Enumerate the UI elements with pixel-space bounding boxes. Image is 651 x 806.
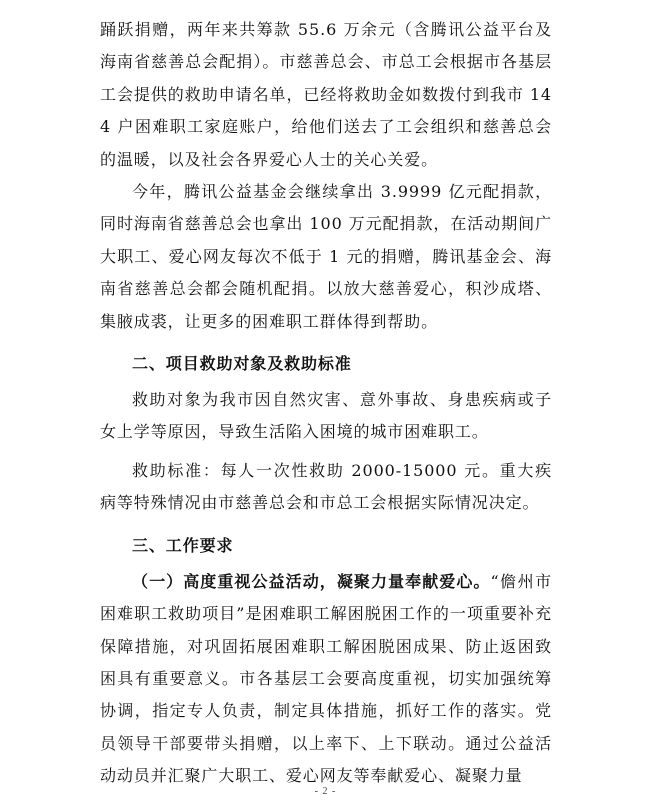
paragraph-aid-target: 救助对象为我市因自然灾害、意外事故、身患疾病或子女上学等原因，导致生活陷入困境的城市困难职工。 — [100, 390, 552, 442]
page-number: - 2 - — [314, 786, 337, 797]
paragraph-donation-summary: 踊跃捐赠，两年来共筹款 55.6 万余元（含腾讯公益平台及海南省慈善总会配捐）。市慈善总会、市总工会根据市各基层工会提供的救助申请名单，已经将救助金如数拨付到我市 144 户困难职工家庭账户，给他们送去了工会组织和慈善总会的温暖，以及社会各界爱心人士的关心关爱。 — [100, 20, 552, 169]
paragraph-matching-funds: 今年，腾讯公益基金会继续拿出 3.9999 亿元配捐款，同时海南省慈善总会也拿出 100 万元配捐款，在活动期间广大职工、爱心网友每次不低于 1 元的捐赠，腾讯基金会、海南省慈善总会都会随机配捐。以放大慈善爱心，积沙成塔、集腋成裘，让更多的困难职工群体得到帮助。 — [100, 182, 552, 331]
paragraph-aid-standard: 救助标准：每人一次性救助 2000-15000 元。重大疾病等特殊情况由市慈善总会和市总工会根据实际情况决定。 — [100, 460, 552, 513]
paragraph-requirement-1 — [100, 566, 552, 793]
requirement-1-lead: （一）高度重视公益活动，凝聚力量奉献爱心。 — [132, 571, 491, 591]
section-heading-aid-targets: 二、项目救助对象及救助标准 — [132, 354, 352, 374]
section-heading-work-requirements: 三、工作要求 — [132, 535, 234, 555]
document-body — [100, 14, 552, 793]
requirement-1-body: “儋州市困难职工救助项目”是困难职工解困脱困工作的一项重要补充保障措施，对巩固拓展困难职工解困脱困成果、防止返困致困具有重要意义。市各基层工会要高度重视，切实加强统筹协调，指定专人负责，制定具体措施，抓好工作的落实。党员领导干部要带头捐赠，以上率下、上下联动。通过公益活动动员并汇聚广大职工、爱心网友等奉献爱心、凝聚力量 — [100, 571, 552, 786]
